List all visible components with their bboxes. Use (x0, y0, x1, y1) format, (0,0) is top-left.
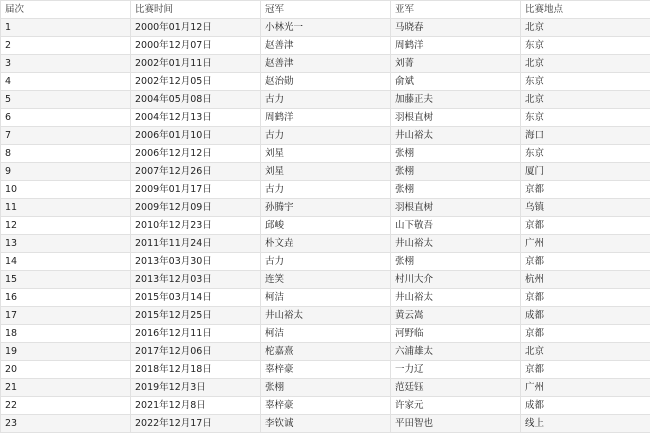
table-row (1, 253, 650, 271)
cell-champion: 李钦诚 (261, 415, 391, 433)
cell-edition: 4 (1, 73, 131, 91)
cell-venue: 厦门 (521, 163, 650, 181)
table-row (1, 109, 650, 127)
cell-edition: 21 (1, 379, 131, 397)
cell-edition: 23 (1, 415, 131, 433)
cell-date: 2011年11月24日 (131, 235, 261, 253)
cell-runner-up: 张栩 (391, 181, 521, 199)
cell-runner-up: 加藤正夫 (391, 91, 521, 109)
cell-runner-up: 马晓春 (391, 19, 521, 37)
cell-champion: 辜梓豪 (261, 361, 391, 379)
cell-venue: 京都 (521, 181, 650, 199)
cell-edition: 7 (1, 127, 131, 145)
cell-date: 2002年12月05日 (131, 73, 261, 91)
cell-venue: 东京 (521, 109, 650, 127)
table-row (1, 415, 650, 433)
table-row (1, 343, 650, 361)
cell-runner-up: 井山裕太 (391, 235, 521, 253)
cell-runner-up: 村川大介 (391, 271, 521, 289)
cell-venue: 京都 (521, 289, 650, 307)
header-row (1, 1, 650, 19)
cell-runner-up: 山下敬吾 (391, 217, 521, 235)
table-row (1, 379, 650, 397)
cell-edition: 2 (1, 37, 131, 55)
cell-date: 2016年12月11日 (131, 325, 261, 343)
cell-venue: 成都 (521, 397, 650, 415)
cell-edition: 22 (1, 397, 131, 415)
cell-champion: 赵善津 (261, 37, 391, 55)
table-body (1, 19, 650, 433)
table-row (1, 199, 650, 217)
cell-edition: 9 (1, 163, 131, 181)
cell-date: 2002年01月11日 (131, 55, 261, 73)
cell-champion: 井山裕太 (261, 307, 391, 325)
cell-date: 2015年03月14日 (131, 289, 261, 307)
cell-venue: 京都 (521, 253, 650, 271)
cell-date: 2015年12月25日 (131, 307, 261, 325)
cell-venue: 北京 (521, 55, 650, 73)
cell-date: 2004年05月08日 (131, 91, 261, 109)
cell-runner-up: 周鹤洋 (391, 37, 521, 55)
cell-edition: 3 (1, 55, 131, 73)
cell-edition: 1 (1, 19, 131, 37)
table-row (1, 145, 650, 163)
cell-champion: 赵治勋 (261, 73, 391, 91)
cell-date: 2013年12月03日 (131, 271, 261, 289)
cell-runner-up: 张栩 (391, 145, 521, 163)
cell-runner-up: 井山裕太 (391, 127, 521, 145)
cell-edition: 13 (1, 235, 131, 253)
cell-venue: 成都 (521, 307, 650, 325)
cell-edition: 14 (1, 253, 131, 271)
cell-champion: 周鹤洋 (261, 109, 391, 127)
cell-venue: 乌镇 (521, 199, 650, 217)
cell-date: 2021年12月8日 (131, 397, 261, 415)
table-row (1, 163, 650, 181)
cell-edition: 11 (1, 199, 131, 217)
cell-date: 2006年12月12日 (131, 145, 261, 163)
cell-champion: 邱峻 (261, 217, 391, 235)
cell-champion: 古力 (261, 181, 391, 199)
cell-runner-up: 一力辽 (391, 361, 521, 379)
cell-edition: 10 (1, 181, 131, 199)
cell-champion: 赵善津 (261, 55, 391, 73)
table-row (1, 397, 650, 415)
cell-venue: 京都 (521, 325, 650, 343)
cell-venue: 杭州 (521, 271, 650, 289)
cell-edition: 20 (1, 361, 131, 379)
cell-runner-up: 六浦雄太 (391, 343, 521, 361)
cell-venue: 东京 (521, 37, 650, 55)
table-row (1, 235, 650, 253)
header-edition: 届次 (1, 1, 131, 19)
cell-venue: 东京 (521, 145, 650, 163)
cell-champion: 古力 (261, 253, 391, 271)
cell-champion: 朴文垚 (261, 235, 391, 253)
header-champion: 冠军 (261, 1, 391, 19)
cell-runner-up: 张栩 (391, 253, 521, 271)
cell-runner-up: 平田智也 (391, 415, 521, 433)
cell-champion: 古力 (261, 127, 391, 145)
table-header (1, 1, 650, 19)
cell-date: 2004年12月13日 (131, 109, 261, 127)
cell-runner-up: 范廷钰 (391, 379, 521, 397)
cell-runner-up: 羽根直树 (391, 199, 521, 217)
header-date: 比赛时间 (131, 1, 261, 19)
cell-champion: 柯洁 (261, 325, 391, 343)
cell-champion: 张栩 (261, 379, 391, 397)
table-row (1, 181, 650, 199)
cell-champion: 刘星 (261, 163, 391, 181)
cell-venue: 广州 (521, 379, 650, 397)
cell-edition: 6 (1, 109, 131, 127)
header-venue: 比赛地点 (521, 1, 650, 19)
cell-champion: 柁嘉熹 (261, 343, 391, 361)
table-row (1, 271, 650, 289)
cell-edition: 5 (1, 91, 131, 109)
cell-venue: 线上 (521, 415, 650, 433)
cell-venue: 北京 (521, 91, 650, 109)
cell-date: 2000年01月12日 (131, 19, 261, 37)
table-row (1, 361, 650, 379)
cell-venue: 海口 (521, 127, 650, 145)
cell-date: 2013年03月30日 (131, 253, 261, 271)
table-row (1, 289, 650, 307)
cell-venue: 北京 (521, 343, 650, 361)
cell-runner-up: 张栩 (391, 163, 521, 181)
cell-venue: 京都 (521, 217, 650, 235)
cell-champion: 小林光一 (261, 19, 391, 37)
cell-venue: 北京 (521, 19, 650, 37)
cell-champion: 孙腾宇 (261, 199, 391, 217)
cell-edition: 16 (1, 289, 131, 307)
cell-venue: 广州 (521, 235, 650, 253)
table-row (1, 73, 650, 91)
cell-date: 2006年01月10日 (131, 127, 261, 145)
cell-date: 2009年01月17日 (131, 181, 261, 199)
cell-date: 2017年12月06日 (131, 343, 261, 361)
cell-runner-up: 井山裕太 (391, 289, 521, 307)
cell-edition: 15 (1, 271, 131, 289)
cell-runner-up: 羽根直树 (391, 109, 521, 127)
table-row (1, 127, 650, 145)
cell-edition: 12 (1, 217, 131, 235)
cell-date: 2000年12月07日 (131, 37, 261, 55)
cell-runner-up: 许家元 (391, 397, 521, 415)
table-row (1, 55, 650, 73)
cell-date: 2019年12月3日 (131, 379, 261, 397)
cell-date: 2010年12月23日 (131, 217, 261, 235)
header-runner-up: 亚军 (391, 1, 521, 19)
table-row (1, 307, 650, 325)
cell-edition: 8 (1, 145, 131, 163)
cell-champion: 柯洁 (261, 289, 391, 307)
table-row (1, 325, 650, 343)
cell-date: 2022年12月17日 (131, 415, 261, 433)
cell-venue: 京都 (521, 361, 650, 379)
cell-champion: 连笑 (261, 271, 391, 289)
cell-champion: 辜梓豪 (261, 397, 391, 415)
cell-date: 2007年12月26日 (131, 163, 261, 181)
table-row (1, 91, 650, 109)
cell-runner-up: 黄云嵩 (391, 307, 521, 325)
table-row (1, 19, 650, 37)
cell-champion: 古力 (261, 91, 391, 109)
cell-edition: 17 (1, 307, 131, 325)
cell-date: 2009年12月09日 (131, 199, 261, 217)
table-row (1, 37, 650, 55)
cell-runner-up: 河野临 (391, 325, 521, 343)
table-row (1, 217, 650, 235)
cell-venue: 东京 (521, 73, 650, 91)
cell-runner-up: 俞斌 (391, 73, 521, 91)
cell-edition: 18 (1, 325, 131, 343)
cell-champion: 刘星 (261, 145, 391, 163)
cell-date: 2018年12月18日 (131, 361, 261, 379)
cell-runner-up: 刘菁 (391, 55, 521, 73)
cell-edition: 19 (1, 343, 131, 361)
